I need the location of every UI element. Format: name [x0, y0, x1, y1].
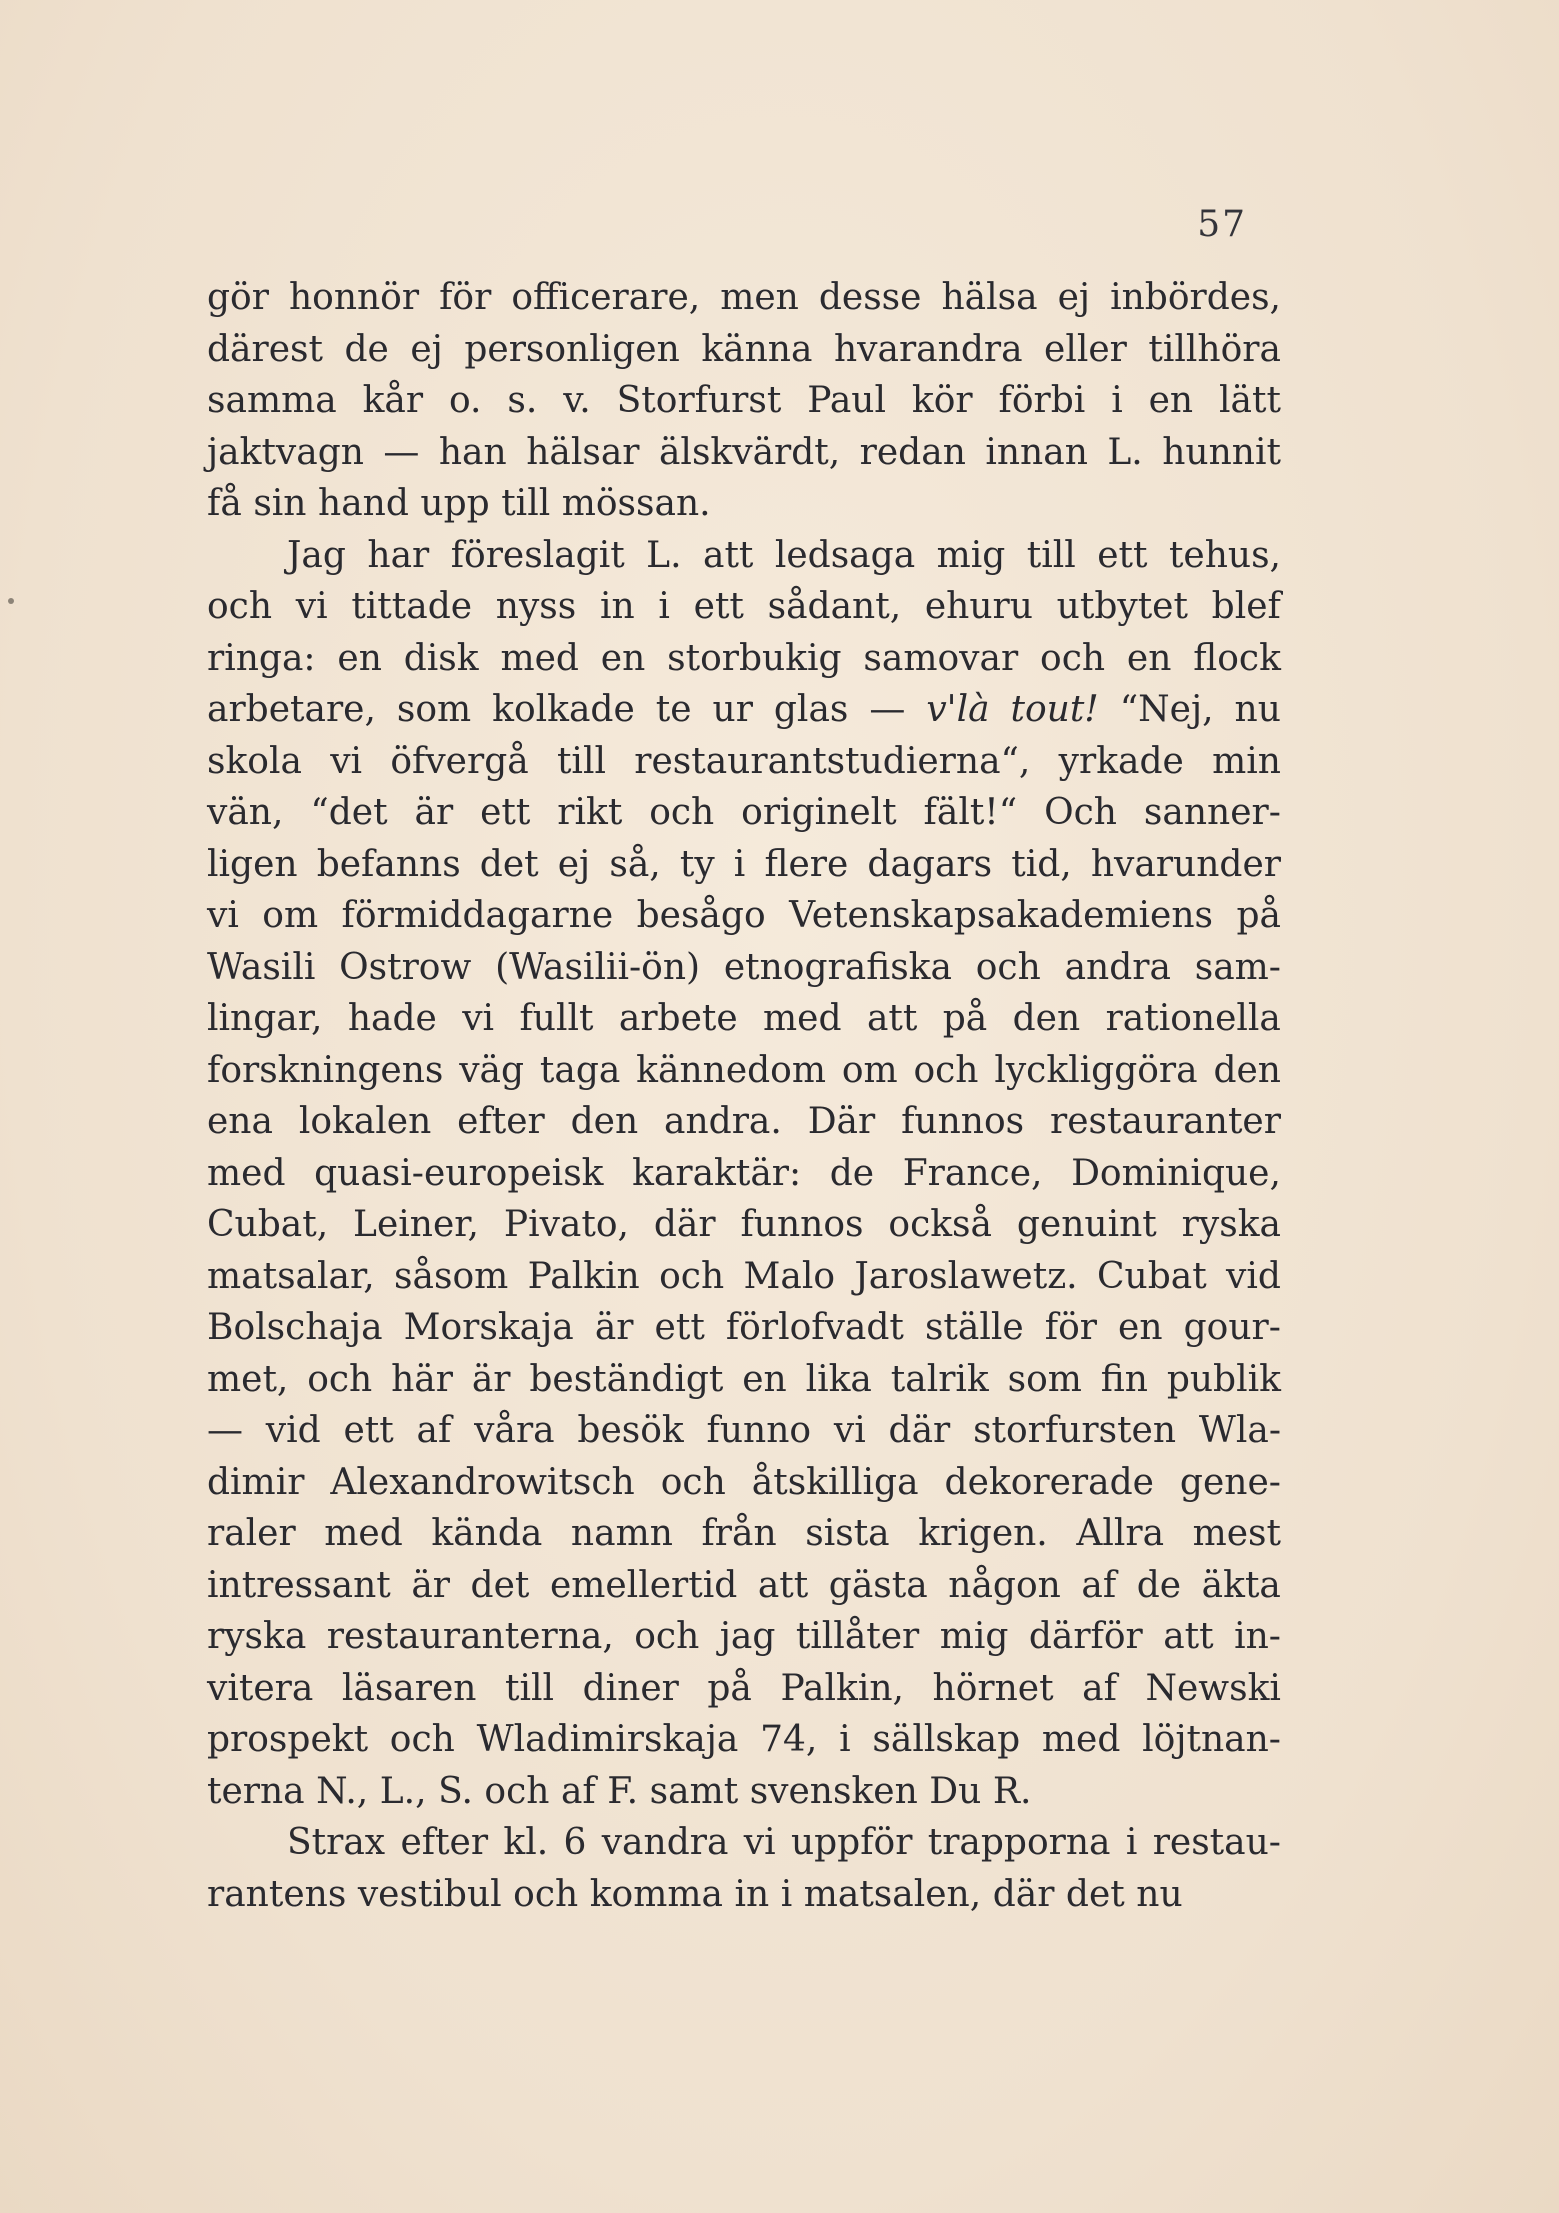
text-line: skola vi öfvergå till restaurantstudierna“, yrkade min: [207, 740, 1281, 782]
text-line: och vi tittade nyss in i ett sådant, ehuru utbytet blef: [207, 586, 1281, 627]
text-line: Strax efter kl. 6 vandra vi uppför trapporna i restau-: [287, 1822, 1281, 1863]
text-line: ligen befanns det ej så, ty i flere dagars tid, hvarunder: [207, 843, 1281, 885]
text-line: Cubat, Leiner, Pivato, där funnos också genuint ryska: [207, 1204, 1281, 1245]
text-line: ringa: en disk med en storbukig samovar och en flock: [207, 637, 1281, 679]
paper-speck: [8, 598, 14, 604]
text-line: jaktvagn — han hälsar älskvärdt, redan innan L. hunnit: [207, 431, 1281, 473]
text-line: Bolschaja Morskaja är ett förlofvadt ställe för en gour-: [207, 1307, 1281, 1348]
text-line: met, och här är beständigt en lika talrik som fin publik: [207, 1358, 1281, 1400]
text-line: prospekt och Wladimirskaja 74, i sällskap med löjtnan-: [207, 1719, 1281, 1760]
text-line: rantens vestibul och komma in i matsalen, där det nu: [207, 1873, 1183, 1915]
text-line: dimir Alexandrowitsch och åtskilliga dekorerade gene-: [207, 1461, 1281, 1503]
paragraph: [207, 530, 1281, 1818]
page-number: 57: [1197, 204, 1247, 245]
paragraph: [207, 1817, 1281, 1920]
text-line: matsalar, såsom Palkin och Malo Jaroslawetz. Cubat vid: [207, 1255, 1281, 1297]
text-line: samma kår o. s. v. Storfurst Paul kör förbi i en lätt: [207, 380, 1281, 421]
text-line: därest de ej personligen känna hvarandra eller tillhöra: [207, 328, 1281, 370]
paragraph: [207, 272, 1281, 530]
text-line: — vid ett af våra besök funno vi där storfursten Wla-: [207, 1410, 1281, 1451]
text-line: lingar, hade vi fullt arbete med att på den rationella: [207, 998, 1281, 1039]
text-line: vi om förmiddagarne besågo Vetenskapsakademiens på: [207, 895, 1281, 936]
text-line: vitera läsaren till diner på Palkin, hörnet af Newski: [207, 1667, 1281, 1709]
text-line: ryska restauranterna, och jag tillåter mig därför att in-: [207, 1616, 1281, 1657]
text-line: få sin hand upp till mössan.: [207, 483, 711, 524]
text-line: ena lokalen efter den andra. Där funnos restauranter: [207, 1101, 1281, 1142]
text-line: med quasi-europeisk karaktär: de France, Dominique,: [207, 1152, 1281, 1194]
text-line: raler med kända namn från sista krigen. Allra mest: [207, 1513, 1281, 1554]
text-line: Jag har föreslagit L. att ledsaga mig till ett tehus,: [287, 534, 1281, 576]
text-line: gör honnör för officerare, men desse hälsa ej inbördes,: [207, 277, 1281, 318]
text-line: Wasili Ostrow (Wasilii-ön) etnografiska och andra sam-: [207, 946, 1281, 988]
text-line: vän, “det är ett rikt och originelt fält!“ Och sanner-: [207, 792, 1281, 833]
text-line: forskningens väg taga kännedom om och lyckliggöra den: [207, 1049, 1281, 1091]
text-line: intressant är det emellertid att gästa någon af de äkta: [207, 1564, 1281, 1606]
body-text: [207, 272, 1281, 1920]
text-line: terna N., L., S. och af F. samt svensken Du R.: [207, 1770, 1032, 1812]
text-line: arbetare, som kolkade te ur glas — v'là tout! “Nej, nu: [207, 689, 1281, 730]
